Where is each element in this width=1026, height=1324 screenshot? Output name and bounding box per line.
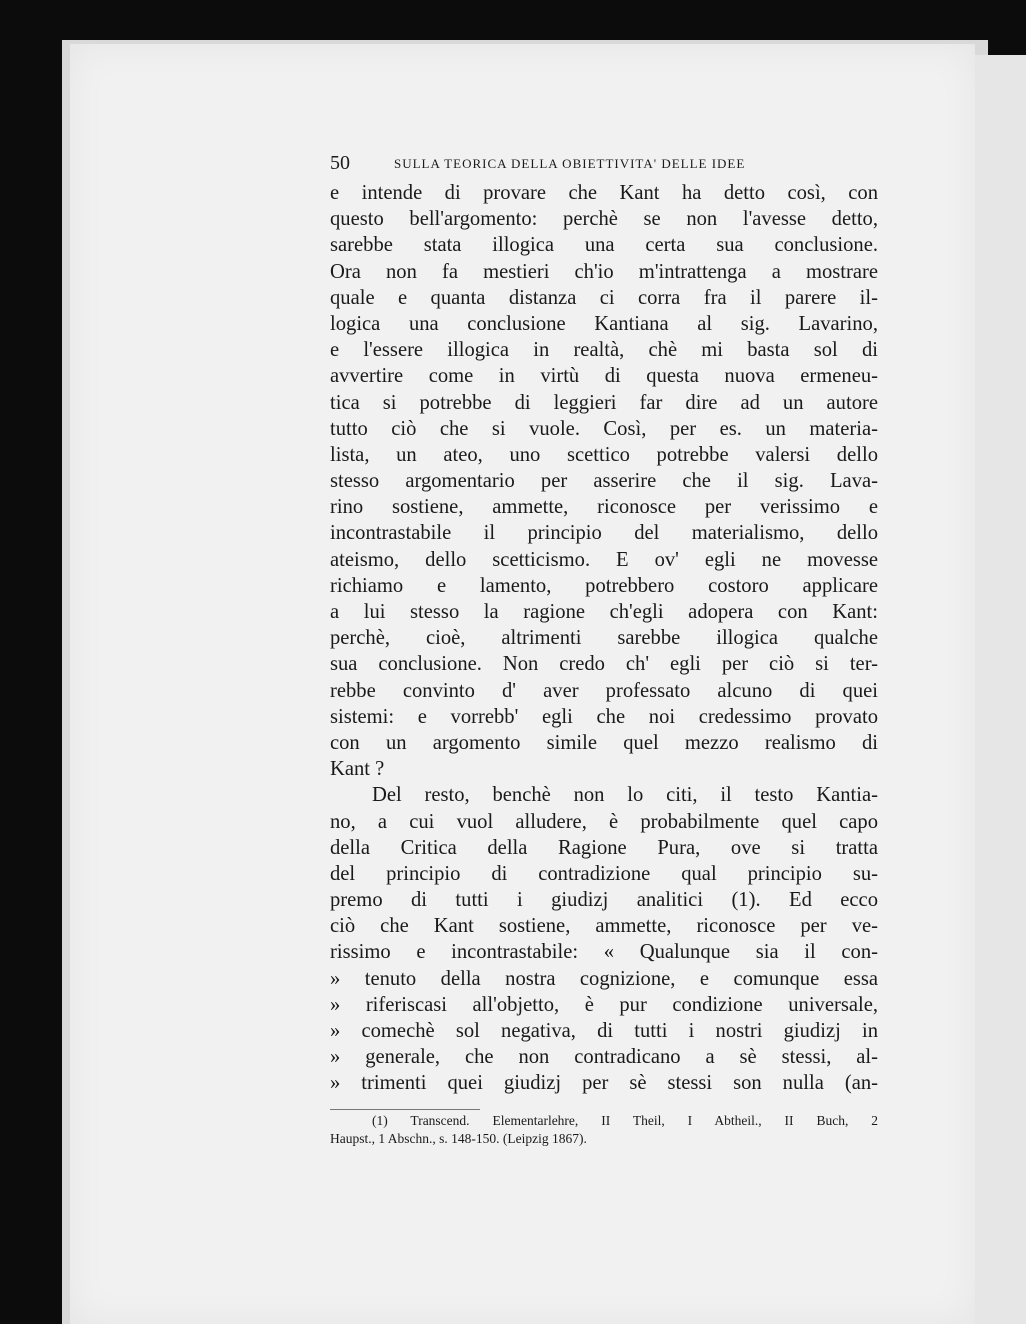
text-line: avvertire come in virtù di questa nuova ermeneu-	[330, 365, 878, 388]
footnote-line: Haupst., 1 Abschn., s. 148-150. (Leipzig 1867).	[330, 1130, 587, 1146]
text-line: Ora non fa mestieri ch'io m'intrattenga a mostrare	[330, 260, 878, 283]
text-line: con un argomento simile quel mezzo realismo di	[330, 731, 878, 754]
running-title: SULLA TEORICA DELLA OBIETTIVITA' DELLE IDEE	[394, 156, 746, 171]
body-text	[330, 180, 878, 1097]
text-line: e l'essere illogica in realtà, chè mi basta sol di	[330, 339, 878, 362]
text-line: Del resto, benchè non lo citi, il testo Kantia-	[372, 784, 878, 807]
text-line: della Critica della Ragione Pura, ove si tratta	[330, 836, 878, 859]
text-line: a lui stesso la ragione ch'egli adopera con Kant:	[330, 601, 878, 623]
text-line: rissimo e incontrastabile: « Qualunque sia il con-	[330, 941, 878, 964]
text-line: sistemi: e vorrebb' egli che noi credessimo provato	[330, 705, 878, 728]
text-line: perchè, cioè, altrimenti sarebbe illogica qualche	[330, 627, 878, 650]
text-line: Kant ?	[330, 758, 385, 781]
adjacent-page-strip	[975, 55, 1026, 1324]
text-line: lista, un ateo, uno scettico potrebbe valersi dello	[330, 443, 878, 466]
text-line: stesso argomentario per asserire che il sig. Lava-	[330, 470, 878, 493]
text-line: tica si potrebbe di leggieri far dire ad un autore	[330, 391, 878, 414]
text-line: premo di tutti i giudizj analitici (1). Ed ecco	[330, 889, 878, 912]
text-line: quale e quanta distanza ci corra fra il parere il-	[330, 286, 878, 309]
page-number: 50	[330, 152, 350, 174]
footnote-line: (1) Transcend. Elementarlehre, II Theil, I Abtheil., II Buch, 2	[372, 1112, 878, 1128]
text-line: del principio di contradizione qual principio su-	[330, 862, 878, 885]
running-head	[330, 150, 878, 180]
text-line: rino sostiene, ammette, riconosce per verissimo e	[330, 496, 878, 519]
text-line: tutto ciò che si vuole. Così, per es. un materia-	[330, 417, 878, 440]
text-line: ciò che Kant sostiene, ammette, riconosce per ve-	[330, 915, 878, 938]
text-line: ateismo, dello scetticismo. E ov' egli ne movesse	[330, 548, 878, 571]
text-line: » tenuto della nostra cognizione, e comunque essa	[330, 967, 878, 990]
text-line: richiamo e lamento, potrebbero costoro applicare	[330, 574, 878, 597]
text-line: rebbe convinto d' aver professato alcuno di quei	[330, 679, 878, 702]
footnote-rule	[330, 1109, 878, 1148]
text-line: » comechè sol negativa, di tutti i nostri giudizj in	[330, 1020, 878, 1042]
text-line: sua conclusione. Non credo ch' egli per ciò si ter-	[330, 653, 878, 676]
text-line: no, a cui vuol alludere, è probabilmente quel capo	[330, 810, 878, 833]
text-line: » generale, che non contradicano a sè stessi, al-	[330, 1046, 878, 1069]
page-content	[330, 150, 878, 1148]
text-line: logica una conclusione Kantiana al sig. Lavarino,	[330, 312, 878, 335]
text-line: sarebbe stata illogica una certa sua conclusione.	[330, 234, 878, 257]
footnote	[330, 1112, 878, 1148]
text-line: questo bell'argomento: perchè se non l'avesse detto,	[330, 208, 878, 231]
text-line: e intende di provare che Kant ha detto così, con	[330, 182, 878, 204]
text-line: » trimenti quei giudizj per sè stessi son nulla (an-	[330, 1072, 878, 1095]
text-line: » riferiscasi all'objetto, è pur condizione universale,	[330, 993, 878, 1016]
text-line: incontrastabile il principio del materialismo, dello	[330, 522, 878, 545]
